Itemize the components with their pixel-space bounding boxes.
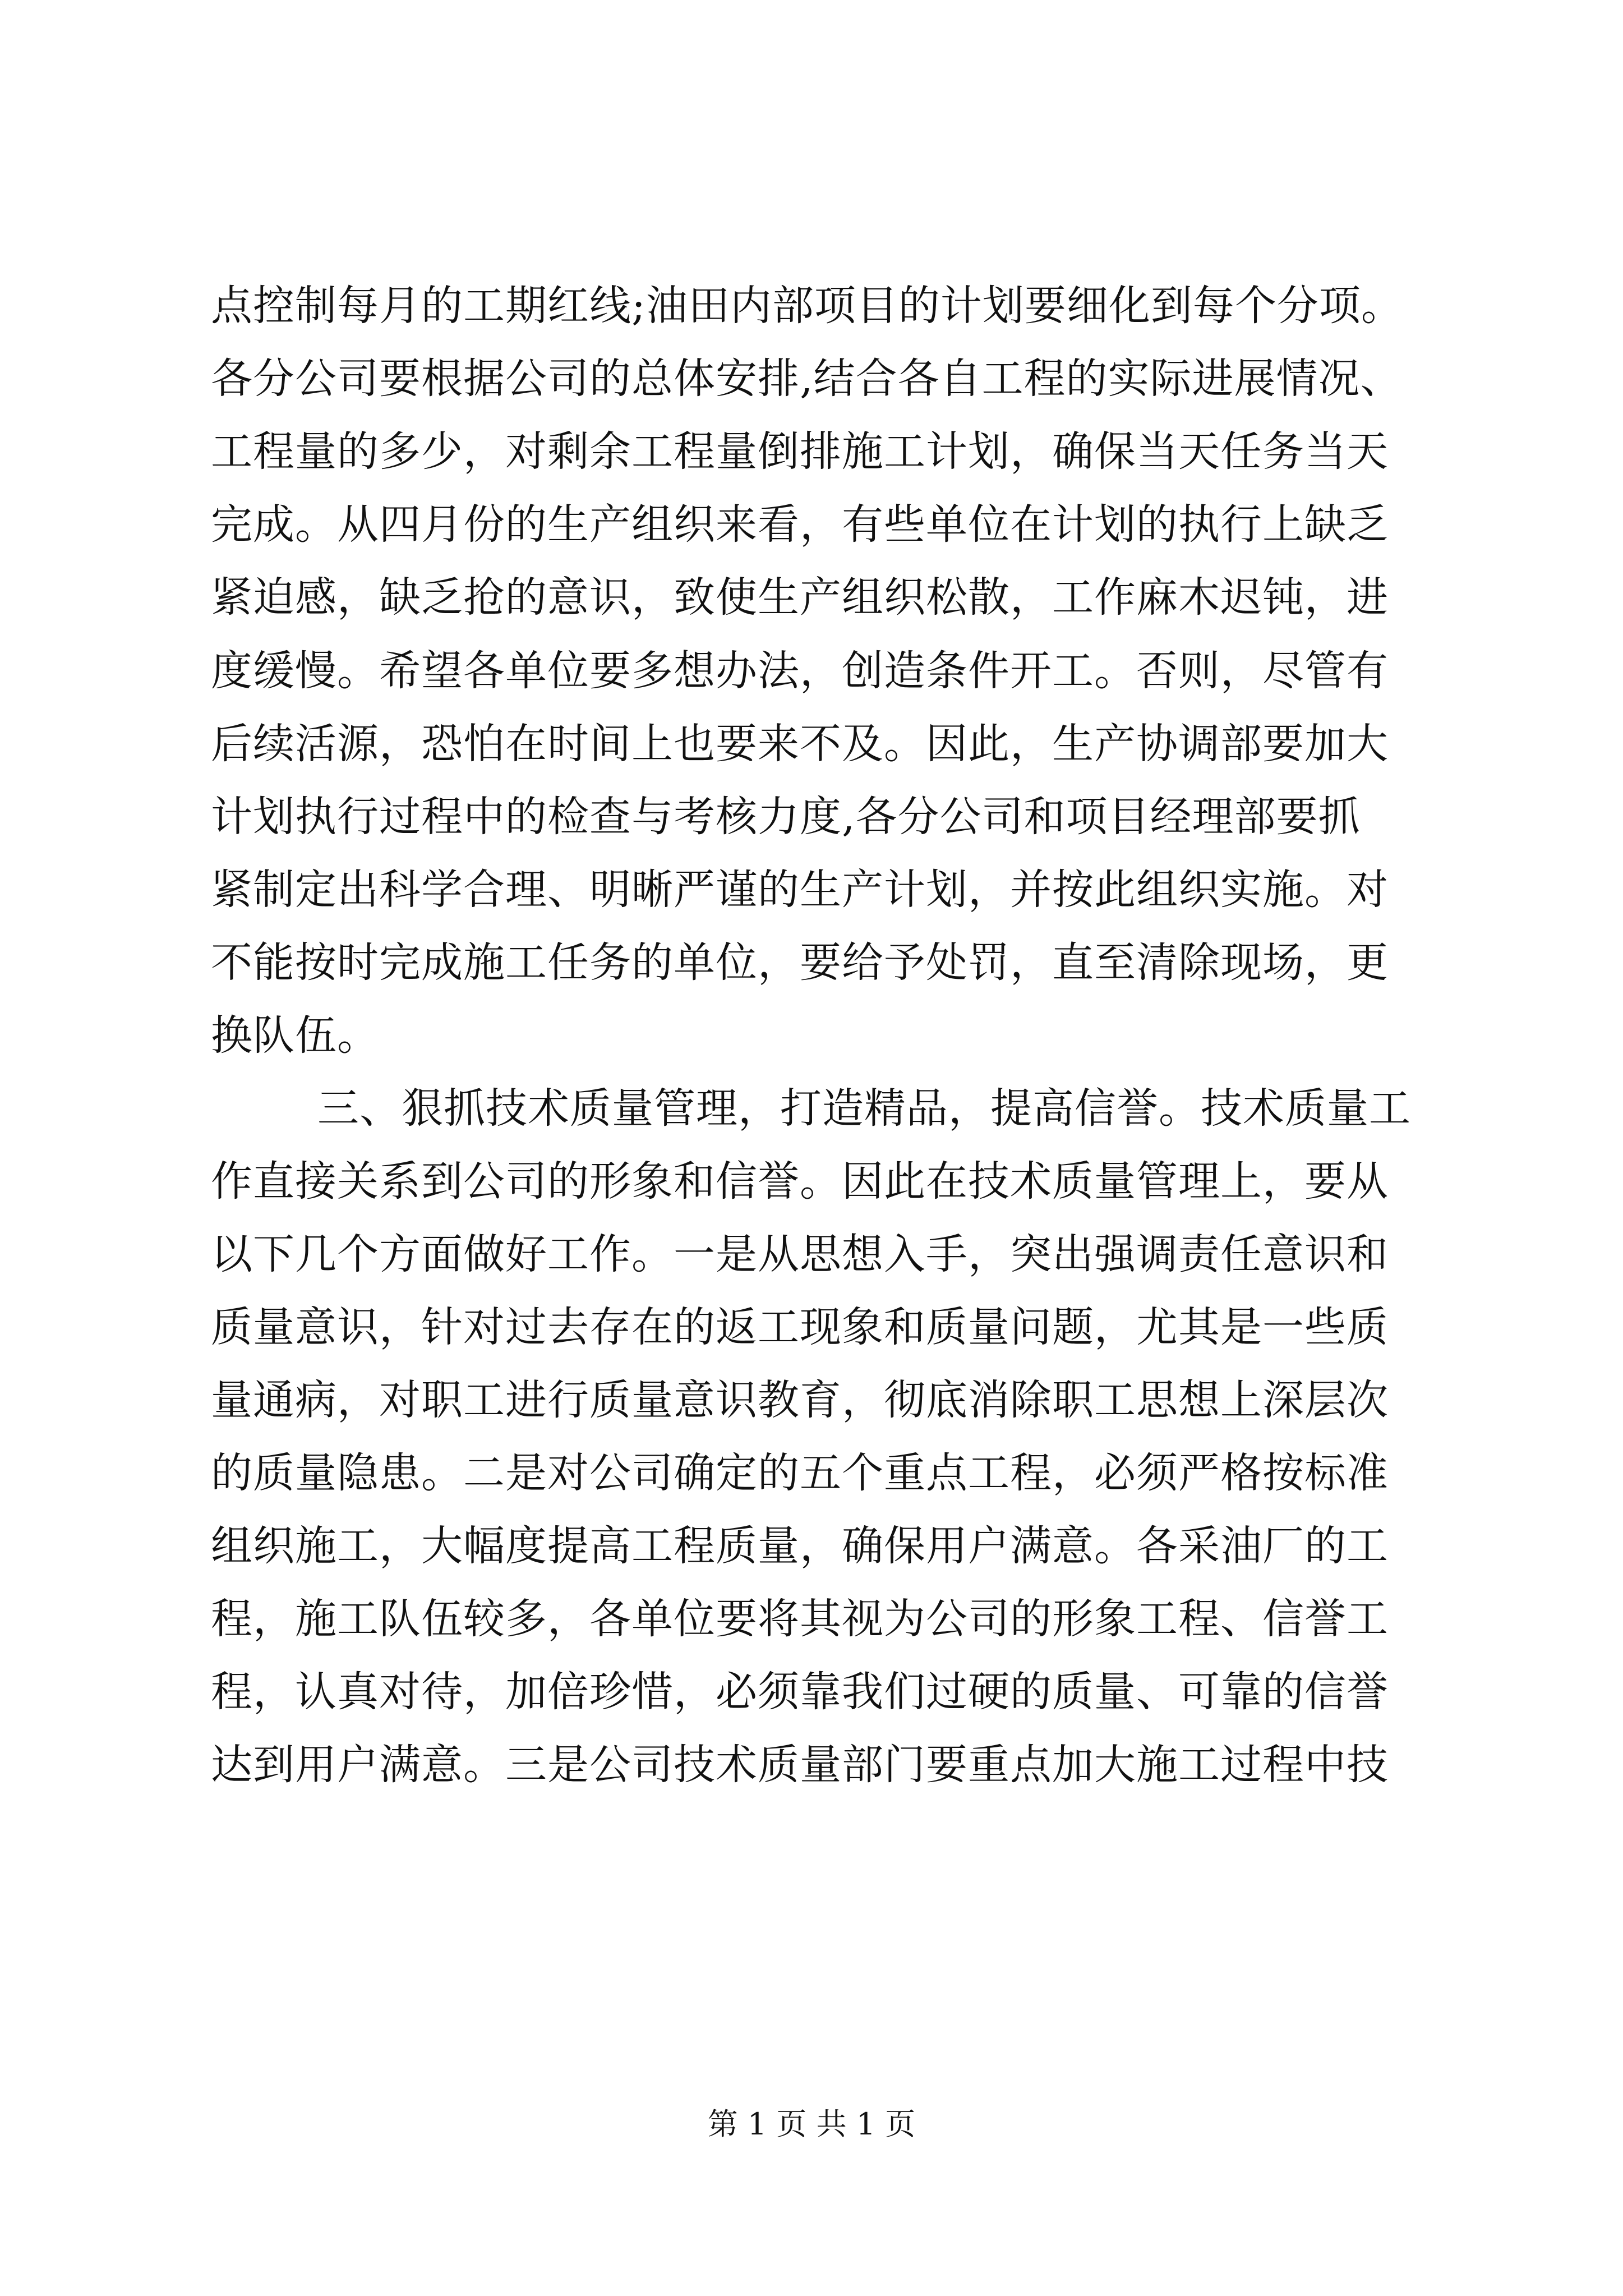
text-line: 后续活源，恐怕在时间上也要来不及。因此，生产协调部要加大 [211,720,1389,768]
text-line: 以下几个方面做好工作。一是从思想入手，突出强调责任意识和 [211,1230,1389,1278]
text-line: 组织施工，大幅度提高工程质量，确保用户满意。各采油厂的工 [211,1522,1389,1570]
text-line: 不能按时完成施工任务的单位，要给予处罚，直至清除现场，更 [211,938,1389,987]
text-line: 各分公司要根据公司的总体安排,结合各自工程的实际进展情况、 [211,355,1403,403]
text-line: 紧制定出科学合理、明晰严谨的生产计划，并按此组织实施。对 [211,866,1389,914]
text-line: 工程量的多少，对剩余工程量倒排施工计划，确保当天任务当天 [211,427,1389,476]
section-heading-line: 三、狠抓技术质量管理，打造精品，提高信誉。技术质量工 [317,1084,1411,1133]
text-line: 作直接关系到公司的形象和信誉。因此在技术质量管理上，要从 [211,1157,1389,1205]
text-line: 达到用户满意。三是公司技术质量部门要重点加大施工过程中技 [211,1741,1389,1789]
text-line: 的质量隐患。二是对公司确定的五个重点工程，必须严格按标准 [211,1449,1389,1497]
text-line: 程，施工队伍较多，各单位要将其视为公司的形象工程、信誉工 [211,1595,1389,1643]
text-line: 完成。从四月份的生产组织来看，有些单位在计划的执行上缺乏 [211,500,1389,549]
text-line: 程，认真对待，加倍珍惜，必须靠我们过硬的质量、可靠的信誉 [211,1668,1389,1716]
text-line: 紧迫感，缺乏抢的意识，致使生产组织松散，工作麻木迟钝，进 [211,573,1389,622]
text-line: 质量意识，针对过去存在的返工现象和质量问题，尤其是一些质 [211,1303,1389,1351]
text-line: 点控制每月的工期红线;油田内部项目的计划要细化到每个分项。 [211,282,1403,330]
page-number: 第 1 页 共 1 页 [707,2106,916,2142]
text-line: 换队伍。 [211,1011,379,1060]
text-line: 量通病，对职工进行质量意识教育，彻底消除职工思想上深层次 [211,1376,1389,1424]
text-line: 度缓慢。希望各单位要多想办法，创造条件开工。否则，尽管有 [211,647,1389,695]
text-line: 计划执行过程中的检查与考核力度,各分公司和项目经理部要抓 [211,793,1361,841]
